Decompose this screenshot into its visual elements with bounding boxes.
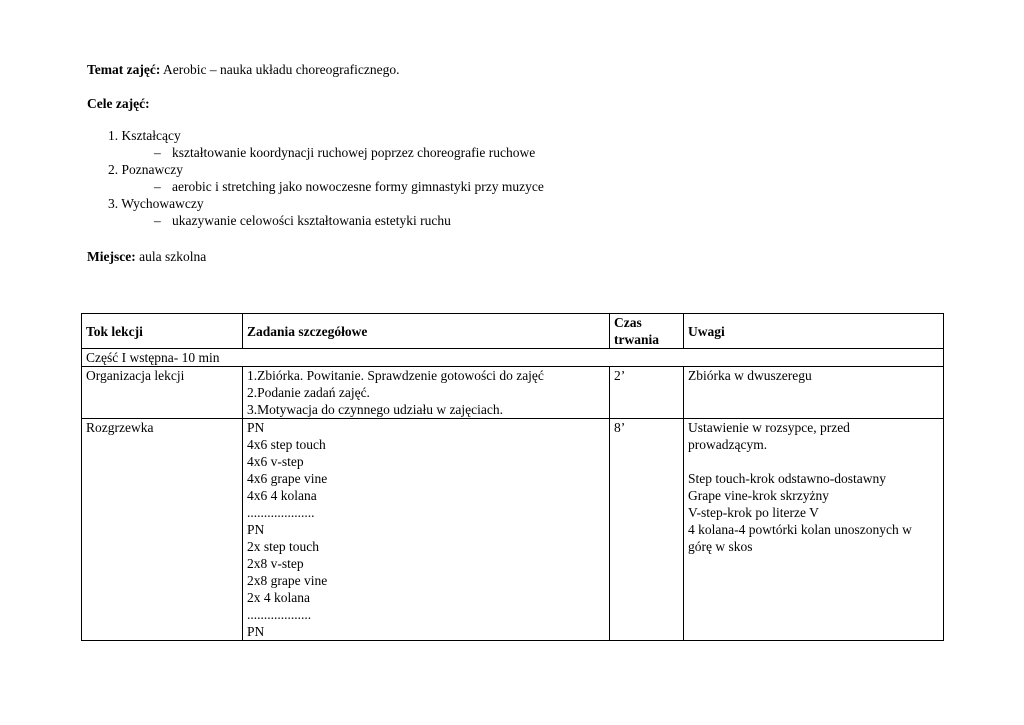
task-line: 2x step touch: [247, 539, 319, 554]
table-row: [82, 367, 944, 419]
task-line: ...................: [247, 607, 312, 622]
task-line: PN: [247, 522, 265, 537]
note-line: 4 kolana-4 powtórki kolan unoszonych w: [688, 522, 912, 537]
task-line: 1.Zbiórka. Powitanie. Sprawdzenie gotowości do zajęć: [247, 368, 544, 383]
goal-title: 2. Poznawczy: [108, 162, 183, 177]
task-line: PN: [247, 420, 265, 435]
col-header-tasks: Zadania szczegółowe: [243, 314, 610, 349]
goals-label: Cele zajęć:: [87, 96, 150, 111]
topic-label: Temat zajęć:: [87, 62, 161, 77]
time-cell: 2’: [610, 367, 684, 419]
task-line: 2x 4 kolana: [247, 590, 310, 605]
place-label: Miejsce:: [87, 249, 136, 264]
goal-sub: [108, 178, 544, 195]
note-line: Zbiórka w dwuszeregu: [688, 368, 812, 383]
time-cell: 8’: [610, 419, 684, 641]
task-line: 2x8 grape vine: [247, 573, 328, 588]
topic-value: Aerobic – nauka układu choreograficznego.: [162, 62, 400, 77]
task-line: 4x6 v-step: [247, 454, 304, 469]
note-line: Ustawienie w rozsypce, przed: [688, 420, 850, 435]
tasks-cell: [243, 367, 610, 419]
goal-sub-text: ukazywanie celowości kształtowania estetyki ruchu: [172, 213, 451, 228]
goal-sub: [108, 212, 451, 229]
place-line: [87, 248, 206, 265]
goal-dash: –: [154, 213, 161, 228]
goal-dash: –: [154, 145, 161, 160]
note-line: [688, 453, 939, 470]
col-header-time-line1: Czas: [614, 315, 642, 330]
task-line: 2x8 v-step: [247, 556, 304, 571]
goal-sub-text: aerobic i stretching jako nowoczesne formy gimnastyki przy muzyce: [172, 179, 544, 194]
section-title: Część I wstępna- 10 min: [82, 349, 944, 367]
goals-list: [108, 127, 544, 229]
note-line: V-step-krok po literze V: [688, 505, 819, 520]
goal-sub-text: kształtowanie koordynacji ruchowej poprzez choreografie ruchowe: [172, 145, 536, 160]
notes-cell: [684, 367, 944, 419]
table-row: [82, 419, 944, 641]
col-header-time-line2: trwania: [614, 332, 659, 347]
col-header-time: [610, 314, 684, 349]
topic-line: [87, 61, 400, 78]
section-row: [82, 349, 944, 367]
col-header-notes: Uwagi: [684, 314, 944, 349]
note-line: Step touch-krok odstawno-dostawny: [688, 471, 886, 486]
col-header-stage: Tok lekcji: [82, 314, 243, 349]
task-line: 4x6 step touch: [247, 437, 326, 452]
goal-title: 1. Kształcący: [108, 128, 181, 143]
stage-cell: Rozgrzewka: [82, 419, 243, 641]
task-line: 4x6 4 kolana: [247, 488, 317, 503]
notes-cell: [684, 419, 944, 641]
task-line: PN: [247, 624, 265, 639]
goal-title: 3. Wychowawczy: [108, 196, 204, 211]
note-line: górę w skos: [688, 539, 753, 554]
note-line: prowadzącym.: [688, 437, 768, 452]
note-line: Grape vine-krok skrzyżny: [688, 488, 829, 503]
place-value: aula szkolna: [139, 249, 207, 264]
goal-sub: [108, 144, 536, 161]
task-line: 2.Podanie zadań zajęć.: [247, 385, 370, 400]
tasks-cell: [243, 419, 610, 641]
goal-dash: –: [154, 179, 161, 194]
stage-cell: Organizacja lekcji: [82, 367, 243, 419]
table-header-row: [82, 314, 944, 349]
task-line: ....................: [247, 505, 315, 520]
task-line: 4x6 grape vine: [247, 471, 328, 486]
task-line: 3.Motywacja do czynnego udziału w zajęciach.: [247, 402, 504, 417]
lesson-plan-table: [81, 313, 944, 641]
